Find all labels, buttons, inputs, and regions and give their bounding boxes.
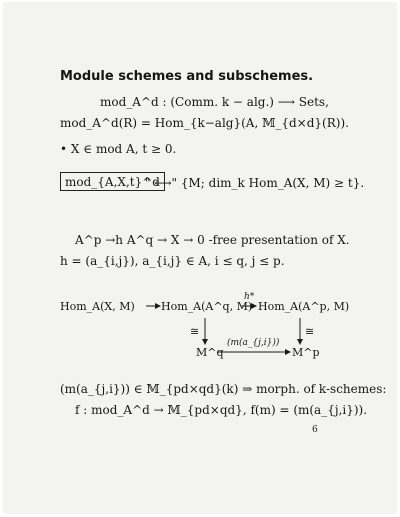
diagram-top-middle: Hom_A(A^q, M) — [161, 300, 253, 313]
diagram-bottom-arrow-label: (m(a_{j,i})) — [227, 338, 280, 348]
morphism-line-2: f : mod_A^d → 𝕄_{pd×qd}, f(m) = (m(a_{j,i})). — [75, 403, 368, 417]
morphism-line-1: (m(a_{j,i})) ∈ 𝕄_{pd×qd}(k) ⇒ morph. of k-schemes: — [60, 382, 387, 396]
diagram-h-star-label: h* — [244, 292, 255, 302]
definition-line-1: mod_A^d : (Comm. k − alg.) ⟶ Sets, — [100, 95, 329, 109]
section-title: Module schemes and subschemes. — [60, 69, 314, 84]
diagram-top-left: Hom_A(X, M) — [60, 300, 135, 313]
diagram-right-iso: ≅ — [305, 325, 315, 338]
diagram-bottom-right: M^p — [292, 346, 320, 359]
boxed-term: mod_{A,X,t}^d — [60, 172, 165, 191]
definition-line-2: mod_A^d(R) = Hom_{k−alg}(A, 𝕄_{d×d}(R)). — [60, 116, 349, 130]
diagram-top-right: Hom_A(A^p, M) — [258, 300, 350, 313]
presentation-line-1: A^p →h A^q → X → 0 -free presentation of X. — [75, 233, 350, 247]
bullet-line: • X ∈ mod A, t ≥ 0. — [60, 142, 177, 156]
diagram-bottom-left: M^q — [196, 346, 224, 359]
presentation-line-2: h = (a_{i,j}), a_{i,j} ∈ A, i ≤ q, j ≤ p. — [60, 254, 285, 268]
page-number: 6 — [312, 425, 318, 435]
boxed-definition: " ⟷" {M; dim_k Hom_A(X, M) ≥ t}. — [145, 176, 365, 190]
diagram-left-iso: ≅ — [190, 325, 200, 338]
